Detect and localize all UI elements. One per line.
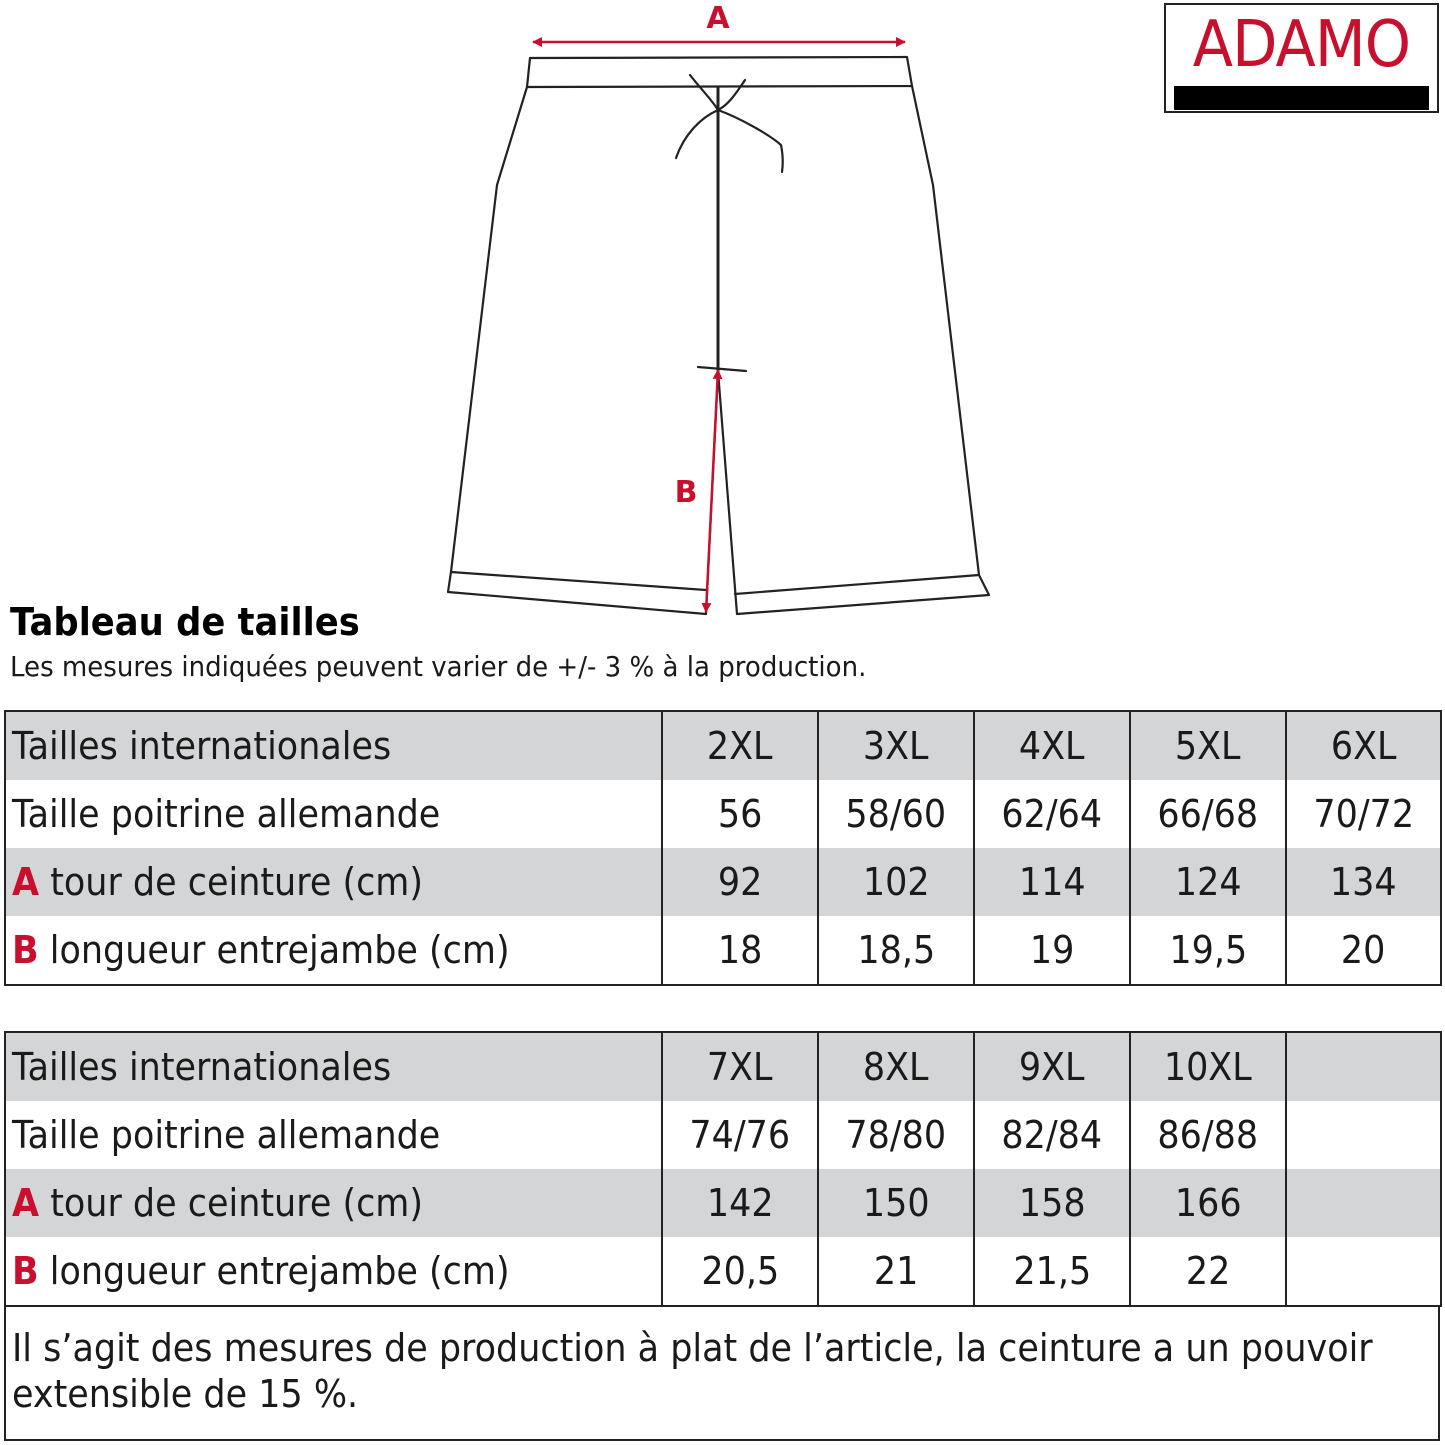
page-title: Tableau de tailles <box>10 600 360 644</box>
size-cell: 2XL <box>662 711 818 780</box>
inseam-cell: 21,5 <box>974 1237 1130 1306</box>
waist-cell: 150 <box>818 1169 974 1237</box>
waist-cell: 114 <box>974 848 1130 916</box>
table-row-inseam <box>5 1237 1441 1306</box>
table-row-chest <box>5 780 1441 848</box>
shorts-outline <box>448 57 989 614</box>
inseam-cell: 19,5 <box>1130 916 1286 985</box>
table-row-sizes <box>5 711 1441 780</box>
logo-bar <box>1174 86 1429 110</box>
chest-cell: 78/80 <box>818 1101 974 1169</box>
footer-note-text: Il s’agit des mesures de production à plat de l’article, la ceinture a un pouvoir extensible de 15 %. <box>12 1326 1373 1416</box>
logo-text: ADAMO <box>1192 8 1411 82</box>
chest-cell <box>1286 1101 1441 1169</box>
table-row-sizes <box>5 1032 1441 1101</box>
row-label: Tailles internationales <box>5 1032 662 1101</box>
letter-b: B <box>12 928 39 972</box>
inseam-cell: 19 <box>974 916 1130 985</box>
inseam-cell: 20 <box>1286 916 1441 985</box>
inseam-cell: 22 <box>1130 1237 1286 1306</box>
row-label: Taille poitrine allemande <box>12 792 441 836</box>
waist-cell: 92 <box>662 848 818 916</box>
waist-cell: 158 <box>974 1169 1130 1237</box>
chest-cell: 66/68 <box>1130 780 1286 848</box>
chest-cell: 74/76 <box>662 1101 818 1169</box>
chest-cell: 86/88 <box>1130 1101 1286 1169</box>
size-table-2 <box>4 1031 1442 1307</box>
inseam-cell <box>1286 1237 1441 1306</box>
size-cell: 8XL <box>818 1032 974 1101</box>
size-cell <box>1286 1032 1441 1101</box>
size-cell: 4XL <box>974 711 1130 780</box>
measurement-label-a: A <box>706 1 730 36</box>
row-label: B longueur entrejambe (cm) <box>12 928 510 972</box>
chest-cell: 62/64 <box>974 780 1130 848</box>
inseam-arrow-b <box>706 370 718 612</box>
size-cell: 6XL <box>1286 711 1441 780</box>
size-cell: 3XL <box>818 711 974 780</box>
row-label: Tailles internationales <box>5 711 662 780</box>
size-cell: 5XL <box>1130 711 1286 780</box>
size-table-1 <box>4 710 1442 986</box>
table-row-chest <box>5 1101 1441 1169</box>
chest-cell: 70/72 <box>1286 780 1441 848</box>
inseam-cell: 20,5 <box>662 1237 818 1306</box>
waist-cell: 142 <box>662 1169 818 1237</box>
measurement-label-b: B <box>674 475 698 510</box>
table-row-waist <box>5 848 1441 916</box>
row-label: A tour de ceinture (cm) <box>5 1169 662 1237</box>
waist-cell <box>1286 1169 1441 1237</box>
tolerance-note: Les mesures indiquées peuvent varier de +/- 3 % à la production. <box>10 650 867 683</box>
waist-cell: 124 <box>1130 848 1286 916</box>
table-row-inseam <box>5 916 1441 985</box>
waist-cell: 102 <box>818 848 974 916</box>
size-cell: 10XL <box>1130 1032 1286 1101</box>
adamo-logo <box>1164 3 1439 113</box>
size-cell: 7XL <box>662 1032 818 1101</box>
size-cell: 9XL <box>974 1032 1130 1101</box>
footer-note <box>4 1305 1440 1441</box>
row-label: A tour de ceinture (cm) <box>5 848 662 916</box>
inseam-cell: 18,5 <box>818 916 974 985</box>
letter-b: B <box>12 1249 39 1293</box>
waist-cell: 134 <box>1286 848 1441 916</box>
inseam-cell: 21 <box>818 1237 974 1306</box>
row-label: B longueur entrejambe (cm) <box>12 1249 510 1293</box>
inseam-cell: 18 <box>662 916 818 985</box>
letter-a: A <box>12 860 40 904</box>
waist-cell: 166 <box>1130 1169 1286 1237</box>
chest-cell: 58/60 <box>818 780 974 848</box>
chest-cell: 56 <box>662 780 818 848</box>
table-row-waist <box>5 1169 1441 1237</box>
row-label: Taille poitrine allemande <box>12 1113 441 1157</box>
chest-cell: 82/84 <box>974 1101 1130 1169</box>
letter-a: A <box>12 1181 40 1225</box>
